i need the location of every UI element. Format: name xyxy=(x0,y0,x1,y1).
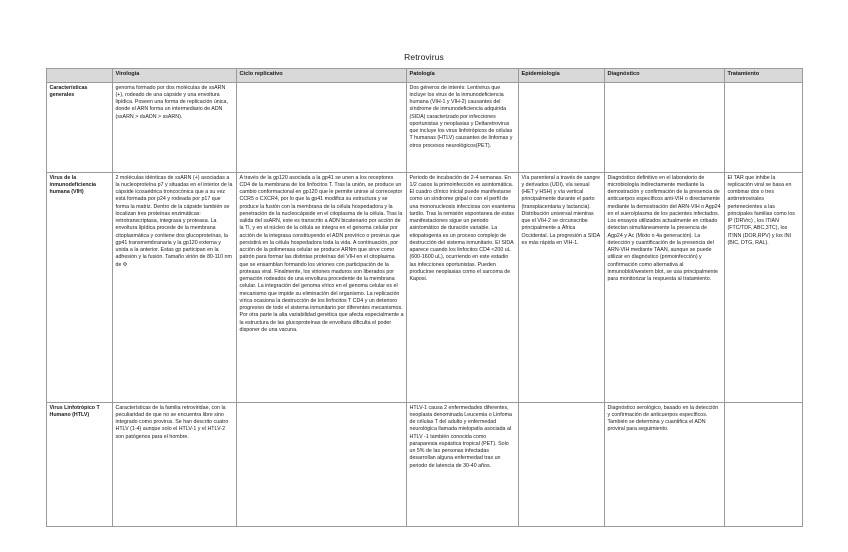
table-row xyxy=(47,83,803,173)
cell-epidemiologia xyxy=(519,83,605,173)
header-cell-virologia: Virología xyxy=(113,69,237,83)
header-cell-tratamiento: Tratamiento xyxy=(725,69,803,83)
cell-virologia: genoma formado por dos moléculas de ssARN (+), rodeado de una cápside y una envoltura lipídica. Poseen una forma de replicación única, donde el ARN forma un intermediario de ADN (ssARN > dsADN > ssARN). xyxy=(113,83,237,173)
document-title: Retrovirus xyxy=(404,52,444,62)
header-row xyxy=(47,69,803,83)
cell-tratamiento: El TAR que inhibe la replicación viral se basa en combinar dos o tres antirretrovirales pertenecientes a las principales familias como los IP (DRVrc) , los ITIAN (FTC/TDF, ABC,3TC), los ITINN (DOR,RPV) y los INI (BIC, DTG, RAL). xyxy=(725,173,803,403)
row-label: Virus de la inmunodeficiencia humana (VIH) xyxy=(47,173,113,403)
cell-diagnostico: Diagnóstico serológico, basado en la detección y confirmación de anticuerpos específicos. También se determina y cuantifica el ADN proviral para seguimiento. xyxy=(605,403,725,527)
cell-tratamiento xyxy=(725,403,803,527)
cell-diagnostico: Diagnóstico definitivo en el laboratorio de microbiología indirectamente mediante la demostración y confirmación de la presencia de anticuerpos específicos anti-VIH o directamente mediante la demostración del ARN-VIH o Agp24 en el suero/plasma de los pacientes infectados. Los ensayos utilizados actualmente en cribado detectan simultáneamente la presencia de Agp24 y Ac (Mixto o 4a generación). La detección y cuantificación de la presencia del ARN-VIH mediante TAAN, aunque se puede utilizar en diagnóstico (primoinfección) y confirmación como alternativa al inmunoblot/western blot, se usa principalmente para monitorizar la respuesta al tratamiento. xyxy=(605,173,725,403)
cell-tratamiento xyxy=(725,83,803,173)
cell-patologia: HTLV-1 causa 2 enfermedades diferentes, neoplasia denominada Leucemia o Linfoma de células T del adulto y enfermedad neurológica llamada mielopatía asociada al HTLV -1 también conocida como paraparesia espástica tropical (PET). Solo un 5% de las personas infectadas desarrollan alguna enfermedad tras un periodo de latencia de 30-40 años. xyxy=(407,403,519,527)
table-row xyxy=(47,403,803,527)
header-cell-patologia: Patología xyxy=(407,69,519,83)
header-cell-epidemiologia: Epidemiología xyxy=(519,69,605,83)
cell-epidemiologia xyxy=(519,403,605,527)
cell-virologia: 2 moléculas idénticas de ssARN (+) asociadas a la nucleoproteína p7 y situadas en el interior de la cápside icosaédrica troncocónica que a su vez está formada por p24 y rodeada por p17 que forma la matriz. Dentro de la cápside también se localizan tres proteínas enzimáticas: retrotranscriptasa, integrasa y proteasa. La envoltura lipídica procede de la membrana citoplasmática y contiene dos glucoproteínas, la gp41 transmembranaria y la gp120 externa y unida a la anterior. Estas gp participan en la adhesión y la fusión. Tamaño virión de 80-110 nm de Φ xyxy=(113,173,237,403)
table-row xyxy=(47,173,803,403)
cell-virologia: Características de la familia retroviridae, con la peculiaridad de que no se encuentra libre sino integrado como provirus. Se han descrito cuatro HTLV (1-4) aunque solo el HTLV-1 y el HTLV-2 son patógenos para el hombre. xyxy=(113,403,237,527)
cell-patologia: Periodo de incubación de 2-4 semanas. En 1/2 casos la primoinfección es asintomática. El cuadro clínico inicial puede manifestarse como un síndrome gripal o con el perfil de una mononucleosis infecciosa con exantema tardío. Tras la remisión espontanea de estas manifestaciones sigue un periodo asintomático de duración variable. La etiopatogenia es un proceso complejo de destrucción del sistema inmunitario. El SIDA aparece cuando los linfocitos CD4 <200 uL (600-1600 uL), ocurriendo en este estadio las infecciones oportunistas. Pueden producirse neoplasias como el sarcoma de Kaposi. xyxy=(407,173,519,403)
header-cell-empty xyxy=(47,69,113,83)
cell-ciclo: A través de la gp120 asociada a la gp41 se unen a los receptores CD4 de la membrana de los linfocitos T. Tras la unión, se produce un cambio conformacional en gp120 que le permite unirse al correceptor CCR5 o CXCR4, por lo que la gp41 modifica su estructura y se produce la fusión con la membrana de la célula hospedadora y la penetración de la nucleocápside en el citoplasma de la célula. Tras la salida del ssARN, este es transcrito a ADN bicatenario por acción de la Tl, y en el núcleo de la célula se integra en el genoma celular por acción de la integrasa constituyendo el ADN provírico o provirus que persistirá en la célula hospedadora toda la vida. A continuación, por acción de la polimerasa celular se produce ARNm que sirve como patrón para formar las distintas proteínas del VIH en el citoplasma que se ensamblan formando los viriones con participación de la proteasa viral. Finalmente, los viriones maduros son liberados por gemación rodeados de una envoltura procedente de la membrana celular. La integración del genoma vírico en el genoma celular es el mecanismo que impide su eliminación del organismo. La replicación vírica ocasiona la destrucción de los linfocitos T CD4 y un deterioro progresivo de todo el sistema inmunitario por diferentes mecanismos. Por otra parte la alta variabilidad genética que afecta especialmente a la estructura de las glucoproteínas de envoltura dificulta el poder disponer de una vacuna. xyxy=(237,173,407,403)
header-cell-ciclo: Ciclo replicativo xyxy=(237,69,407,83)
retrovirus-table xyxy=(46,68,803,527)
header-cell-diagnostico: Diagnóstico xyxy=(605,69,725,83)
cell-diagnostico xyxy=(605,83,725,173)
cell-epidemiologia: Vía parenteral a través de sangre y derivados (UDI), vía sexual (HET y HSH) y vía vertical principalmente durante el parto (transplacentaria y lactancia). Distribución universal mientras que el VIH-2 se circunscribe principalmente a África Occidental. La progresión a SIDA es más rápida en VIH-1. xyxy=(519,173,605,403)
cell-ciclo xyxy=(237,403,407,527)
cell-patologia: Dos géneros de interés: Lentivirus que incluye los virus de la inmunodeficiencia humana (VIH-1 y VIH-2) causantes del síndrome de inmunodeficiencia adquirida (SIDA) caracterizado por infecciones oportunistas y neoplasias y Deltaretrovirus que incluye los virus linfotrópicos de células T humanas (HTLV) causantes de linfomas y otros procesos neurológicos(PET). xyxy=(407,83,519,173)
row-label: Características generales xyxy=(47,83,113,173)
row-label: Virus Linfotrópico T Humano (HTLV) xyxy=(47,403,113,527)
cell-ciclo xyxy=(237,83,407,173)
